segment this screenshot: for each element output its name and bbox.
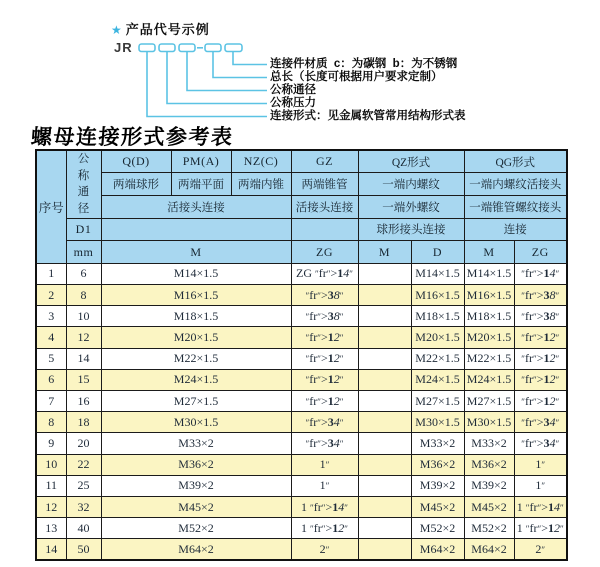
dn-cell: 22: [66, 454, 101, 475]
seq-cell: 13: [36, 518, 66, 539]
table-row: [36, 496, 567, 517]
label-nominal-diameter: 公称通径: [270, 84, 316, 96]
table-row: [36, 518, 567, 539]
qg-zg-cell: ″fr″>34″: [514, 433, 567, 454]
qz-d-cell: M64×2: [411, 539, 464, 560]
qz-m-cell: [358, 263, 411, 284]
qg-m-cell: M52×2: [464, 518, 514, 539]
seq-cell: 10: [36, 454, 66, 475]
qz-m-cell: [358, 327, 411, 348]
code-box-2: [159, 44, 175, 52]
qz-m-cell: [358, 369, 411, 390]
qz-m-cell: [358, 454, 411, 475]
m-cell: M64×2: [101, 539, 291, 560]
m-cell: M33×2: [101, 433, 291, 454]
connector-material: [233, 52, 267, 65]
qz-m-cell: [358, 391, 411, 412]
qz-d-cell: M39×2: [411, 475, 464, 496]
header-gz-desc: 两端锥管: [291, 173, 358, 196]
table-row: [36, 412, 567, 433]
dn-cell: 8: [66, 285, 101, 306]
unit-mm: mm: [66, 241, 101, 264]
table-row: [36, 369, 567, 390]
qg-m-cell: M22×1.5: [464, 348, 514, 369]
dn-cell: 50: [66, 539, 101, 560]
seq-cell: 8: [36, 412, 66, 433]
header-dia: 公称通径: [66, 150, 101, 218]
qg-m-cell: M20×1.5: [464, 327, 514, 348]
gz-cell: ″fr″>12″: [291, 369, 358, 390]
qz-d-cell: M18×1.5: [411, 306, 464, 327]
seq-cell: 11: [36, 475, 66, 496]
qg-zg-cell: ″fr″>38″: [514, 306, 567, 327]
qg-zg-cell: ″fr″>34″: [514, 412, 567, 433]
qz-m-cell: [358, 496, 411, 517]
qz-d-cell: M33×2: [411, 433, 464, 454]
qz-m-cell: [358, 348, 411, 369]
unit-qz-m: M: [358, 241, 411, 264]
qz-d-cell: M14×1.5: [411, 263, 464, 284]
header-gz-union-conn: 活接头连接: [291, 195, 358, 218]
qz-d-cell: M16×1.5: [411, 285, 464, 306]
table-row: [36, 391, 567, 412]
qz-d-cell: M45×2: [411, 496, 464, 517]
qz-m-cell: [358, 475, 411, 496]
gz-cell: ″fr″>12″: [291, 327, 358, 348]
code-box-4: [205, 44, 221, 52]
table-body: [36, 263, 567, 560]
dn-cell: 14: [66, 348, 101, 369]
dn-cell: 15: [66, 369, 101, 390]
qg-m-cell: M18×1.5: [464, 306, 514, 327]
table-row: [36, 539, 567, 560]
qg-m-cell: M24×1.5: [464, 369, 514, 390]
qg-m-cell: M45×2: [464, 496, 514, 517]
gz-cell: 1 ″fr″>12″: [291, 518, 358, 539]
label-connector-material: 连接件材质 c：为碳钢 b：为不锈钢: [270, 58, 458, 70]
unit-qg-m: M: [464, 241, 514, 264]
header-pma-desc: 两端平面: [171, 173, 231, 196]
gz-cell: ″fr″>38″: [291, 306, 358, 327]
m-cell: M20×1.5: [101, 327, 291, 348]
connector-diameter: [187, 52, 267, 91]
dn-cell: 32: [66, 496, 101, 517]
qg-m-cell: M36×2: [464, 454, 514, 475]
qg-zg-cell: 1 ″fr″>14″: [514, 496, 567, 517]
header-qz-ext-thread: 一端外螺纹: [358, 195, 464, 218]
seq-cell: 3: [36, 306, 66, 327]
table-row: [36, 285, 567, 306]
m-cell: M52×2: [101, 518, 291, 539]
qg-m-cell: M16×1.5: [464, 285, 514, 306]
dn-cell: 40: [66, 518, 101, 539]
gz-cell: 1″: [291, 475, 358, 496]
unit-m: M: [101, 241, 291, 264]
qg-zg-cell: ″fr″>12″: [514, 327, 567, 348]
qz-m-cell: [358, 433, 411, 454]
code-box-3: [179, 44, 195, 52]
qz-m-cell: [358, 412, 411, 433]
gz-cell: 1 ″fr″>14″: [291, 496, 358, 517]
seq-cell: 2: [36, 285, 66, 306]
table-row: [36, 263, 567, 284]
qg-m-cell: M30×1.5: [464, 412, 514, 433]
qg-zg-cell: ″fr″>12″: [514, 348, 567, 369]
header-nzc-desc: 两端内锥: [231, 173, 291, 196]
gz-cell: ″fr″>38″: [291, 285, 358, 306]
qg-zg-cell: ″fr″>12″: [514, 369, 567, 390]
header-union-conn: 活接头连接: [101, 195, 291, 218]
header-qz-group: QZ形式: [358, 150, 464, 173]
header-qd-desc: 两端球形: [101, 173, 171, 196]
gz-cell: 1″: [291, 454, 358, 475]
qg-zg-cell: 1″: [514, 475, 567, 496]
table-row: [36, 348, 567, 369]
header-d1: D1: [66, 218, 101, 241]
qg-zg-cell: 2″: [514, 539, 567, 560]
table-row: [36, 454, 567, 475]
seq-cell: 9: [36, 433, 66, 454]
code-prefix: JR: [114, 40, 133, 55]
qz-m-cell: [358, 539, 411, 560]
m-cell: M45×2: [101, 496, 291, 517]
qg-m-cell: M39×2: [464, 475, 514, 496]
qg-m-cell: M14×1.5: [464, 263, 514, 284]
m-cell: M18×1.5: [101, 306, 291, 327]
label-total-length: 总长（长度可根据用户要求定制）: [270, 71, 443, 83]
qg-zg-cell: 1″: [514, 454, 567, 475]
qg-zg-cell: ″fr″>12″: [514, 391, 567, 412]
qz-d-cell: M24×1.5: [411, 369, 464, 390]
table-row: [36, 306, 567, 327]
seq-cell: 14: [36, 539, 66, 560]
dn-cell: 10: [66, 306, 101, 327]
qg-m-cell: M64×2: [464, 539, 514, 560]
dn-cell: 25: [66, 475, 101, 496]
seq-cell: 6: [36, 369, 66, 390]
nut-connection-table: [35, 149, 568, 561]
qz-d-cell: M52×2: [411, 518, 464, 539]
gz-cell: ZG ″fr″>14″: [291, 263, 358, 284]
table-row: [36, 475, 567, 496]
dn-cell: 20: [66, 433, 101, 454]
header-blank-1: [101, 218, 291, 241]
qz-d-cell: M36×2: [411, 454, 464, 475]
label-connection-form: 连接形式：见金属软管常用结构形式表: [270, 110, 466, 122]
qz-d-cell: M22×1.5: [411, 348, 464, 369]
seq-cell: 12: [36, 496, 66, 517]
header-qg-group: QG形式: [464, 150, 567, 173]
star-icon: ★: [111, 23, 123, 37]
unit-qz-d: D: [411, 241, 464, 264]
m-cell: M27×1.5: [101, 391, 291, 412]
qg-m-cell: M33×2: [464, 433, 514, 454]
gz-cell: ″fr″>34″: [291, 433, 358, 454]
table-row: [36, 327, 567, 348]
m-cell: M22×1.5: [101, 348, 291, 369]
code-box-5: [225, 44, 242, 52]
diagram-title: 产品代号示例: [125, 22, 210, 37]
seq-cell: 4: [36, 327, 66, 348]
table-row: [36, 433, 567, 454]
header-qz-ball-conn: 球形接头连接: [358, 218, 464, 241]
qg-zg-cell: ″fr″>14″: [514, 263, 567, 284]
qg-zg-cell: 1 ″fr″>12″: [514, 518, 567, 539]
header-qg-conn: 连接: [464, 218, 567, 241]
gz-cell: ″fr″>34″: [291, 412, 358, 433]
m-cell: M39×2: [101, 475, 291, 496]
header-pma: PM(A): [171, 150, 231, 173]
qg-zg-cell: ″fr″>38″: [514, 285, 567, 306]
header-qg-taper: 一端锥管螺纹接头: [464, 195, 567, 218]
header-nzc: NZ(C): [231, 150, 291, 173]
gz-cell: ″fr″>12″: [291, 348, 358, 369]
qz-m-cell: [358, 306, 411, 327]
m-cell: M30×1.5: [101, 412, 291, 433]
label-nominal-pressure: 公称压力: [270, 97, 316, 109]
seq-cell: 5: [36, 348, 66, 369]
dn-cell: 12: [66, 327, 101, 348]
code-box-1: [139, 44, 155, 52]
table-header: [36, 150, 567, 263]
qz-m-cell: [358, 285, 411, 306]
gz-cell: ″fr″>12″: [291, 391, 358, 412]
qz-d-cell: M27×1.5: [411, 391, 464, 412]
seq-cell: 1: [36, 263, 66, 284]
gz-cell: 2″: [291, 539, 358, 560]
m-cell: M24×1.5: [101, 369, 291, 390]
dn-cell: 6: [66, 263, 101, 284]
m-cell: M14×1.5: [101, 263, 291, 284]
unit-zg: ZG: [291, 241, 358, 264]
header-gz: GZ: [291, 150, 358, 173]
unit-qg-zg: ZG: [514, 241, 567, 264]
header-qz-desc: 一端内螺纹: [358, 173, 464, 196]
m-cell: M36×2: [101, 454, 291, 475]
qz-d-cell: M20×1.5: [411, 327, 464, 348]
connector-form: [147, 52, 267, 117]
qz-m-cell: [358, 518, 411, 539]
header-qg-desc: 一端内螺纹活接头: [464, 173, 567, 196]
header-blank-2: [291, 218, 358, 241]
qz-d-cell: M30×1.5: [411, 412, 464, 433]
dn-cell: 18: [66, 412, 101, 433]
dn-cell: 16: [66, 391, 101, 412]
table-title: 螺母连接形式参考表: [30, 124, 235, 149]
seq-cell: 7: [36, 391, 66, 412]
m-cell: M16×1.5: [101, 285, 291, 306]
header-seq: 序号: [36, 150, 66, 263]
header-qd: Q(D): [101, 150, 171, 173]
qg-m-cell: M27×1.5: [464, 391, 514, 412]
